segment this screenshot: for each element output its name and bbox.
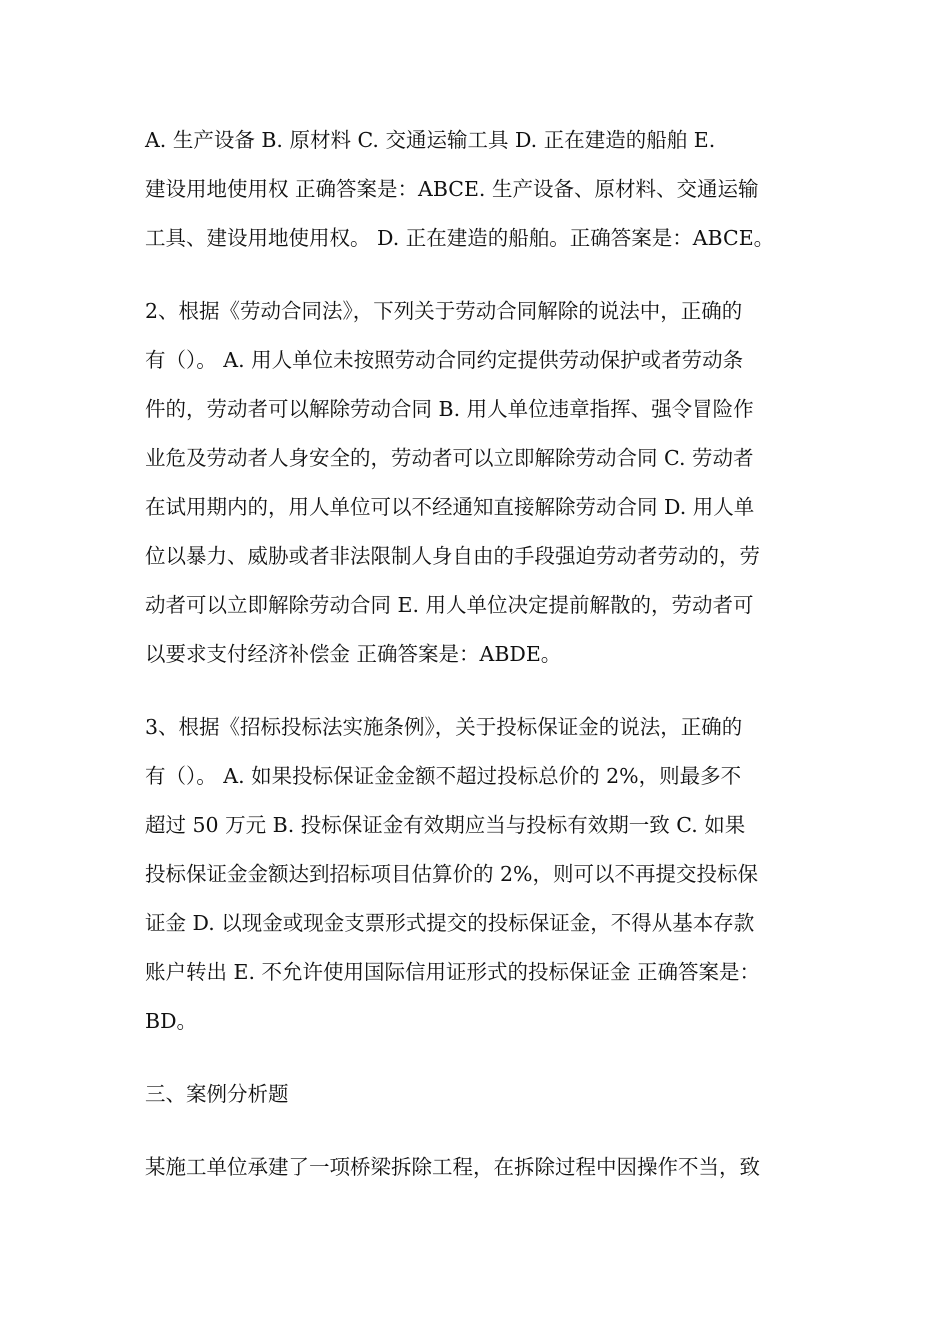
paragraph-question-2 — [145, 287, 810, 679]
text-line: 件的，劳动者可以解除劳动合同 B. 用人单位违章指挥、强令冒险作 — [145, 397, 754, 421]
text-line: 业危及劳动者人身安全的，劳动者可以立即解除劳动合同 C. 劳动者 — [145, 446, 754, 470]
text-line: 有（）。 A. 如果投标保证金金额不超过投标总价的 2%，则最多不 — [145, 764, 742, 788]
document-page — [145, 116, 810, 1192]
text-line: 以要求支付经济补偿金 正确答案是：ABDE。 — [145, 642, 562, 666]
text-line: 三、案例分析题 — [145, 1082, 289, 1106]
text-line: 3、根据《招标投标法实施条例》，关于投标保证金的说法，正确的 — [145, 715, 743, 739]
text-line: 证金 D. 以现金或现金支票形式提交的投标保证金，不得从基本存款 — [145, 911, 755, 935]
text-line: BD。 — [145, 1009, 198, 1033]
text-line: A. 生产设备 B. 原材料 C. 交通运输工具 D. 正在建造的船舶 E. — [145, 128, 716, 152]
section-heading-case-analysis — [145, 1070, 810, 1119]
text-line: 某施工单位承建了一项桥梁拆除工程，在拆除过程中因操作不当，致 — [145, 1155, 760, 1179]
text-line: 动者可以立即解除劳动合同 E. 用人单位决定提前解散的，劳动者可 — [145, 593, 754, 617]
text-line: 建设用地使用权 正确答案是：ABCE. 生产设备、原材料、交通运输 — [145, 177, 759, 201]
paragraph-q1-options-answer — [145, 116, 810, 263]
text-line: 超过 50 万元 B. 投标保证金有效期应当与投标有效期一致 C. 如果 — [145, 813, 746, 837]
text-line: 在试用期内的，用人单位可以不经通知直接解除劳动合同 D. 用人单 — [145, 495, 755, 519]
text-line: 账户转出 E. 不允许使用国际信用证形式的投标保证金 正确答案是： — [145, 960, 761, 984]
paragraph-question-3 — [145, 703, 810, 1046]
text-line: 有（）。 A. 用人单位未按照劳动合同约定提供劳动保护或者劳动条 — [145, 348, 744, 372]
paragraph-case-intro — [145, 1143, 810, 1192]
text-line: 投标保证金金额达到招标项目估算价的 2%，则可以不再提交投标保 — [145, 862, 759, 886]
text-line: 2、根据《劳动合同法》，下列关于劳动合同解除的说法中，正确的 — [145, 299, 743, 323]
text-line: 工具、建设用地使用权。 D. 正在建造的船舶。正确答案是：ABCE。 — [145, 226, 775, 250]
text-line: 位以暴力、威胁或者非法限制人身自由的手段强迫劳动者劳动的，劳 — [145, 544, 760, 568]
